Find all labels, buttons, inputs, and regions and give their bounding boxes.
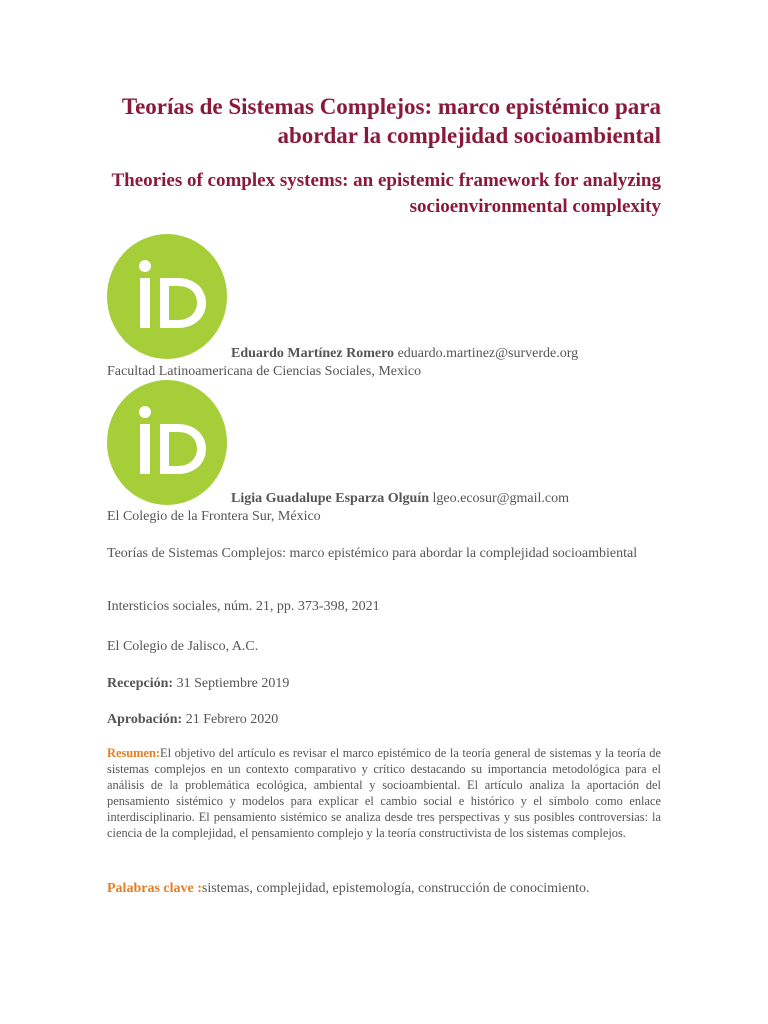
publisher: El Colegio de Jalisco, A.C.: [107, 639, 259, 654]
author-email[interactable]: lgeo.ecosur@gmail.com: [432, 491, 570, 506]
orcid-icon[interactable]: [107, 234, 227, 359]
author-line-1: [231, 345, 578, 363]
author-line-2: [231, 490, 569, 508]
title-english: Theories of complex systems: an epistemic framework for analyzing socioenvironmental complexity: [111, 170, 661, 217]
orcid-icon[interactable]: [107, 380, 227, 505]
abstract-label: Resumen:: [107, 746, 160, 760]
reception-label: Recepción:: [107, 676, 174, 691]
approval-label: Aprobación:: [107, 712, 183, 727]
author-affiliation: El Colegio de la Frontera Sur, México: [107, 509, 321, 524]
keywords: [107, 880, 661, 898]
author-name: Ligia Guadalupe Esparza Olguín: [231, 491, 429, 506]
abstract: [107, 745, 661, 841]
keywords-text: sistemas, complejidad, epistemología, construcción de conocimiento.: [201, 881, 590, 896]
title-spanish: Teorías de Sistemas Complejos: marco epistémico para abordar la complejidad socioambiental: [121, 94, 661, 148]
keywords-label: Palabras clave :: [107, 881, 202, 896]
reception-date: [107, 675, 661, 693]
article-title-repeat: Teorías de Sistemas Complejos: marco epistémico para abordar la complejidad socioambiental: [107, 546, 638, 561]
reception-value: 31 Septiembre 2019: [173, 676, 290, 691]
abstract-text: El objetivo del artículo es revisar el marco epistémico de la teoría general de sistemas y la teoría de sistemas complejos en un contexto comparativo y crítico destacando su importancia metodológica para el análisis de la problemática ecológica, ambiental y socioambiental. El artículo analiza la aportación del pensamiento sistémico y modelos para explicar el cambio social e histórico y el símbolo como enlace interdisciplinario. El pensamiento sistémico se analiza desde tres perspectivas y sus posibles controversias: la ciencia de la complejidad, el pensamiento complejo y la teoría constructivista de los sistemas complejos.: [107, 746, 661, 840]
approval-date: [107, 711, 661, 729]
author-affiliation: Facultad Latinoamericana de Ciencias Sociales, Mexico: [107, 364, 422, 379]
author-email[interactable]: eduardo.martinez@surverde.org: [397, 346, 579, 361]
citation: Intersticios sociales, núm. 21, pp. 373-398, 2021: [107, 599, 380, 614]
approval-value: 21 Febrero 2020: [182, 712, 279, 727]
author-name: Eduardo Martínez Romero: [231, 346, 395, 361]
